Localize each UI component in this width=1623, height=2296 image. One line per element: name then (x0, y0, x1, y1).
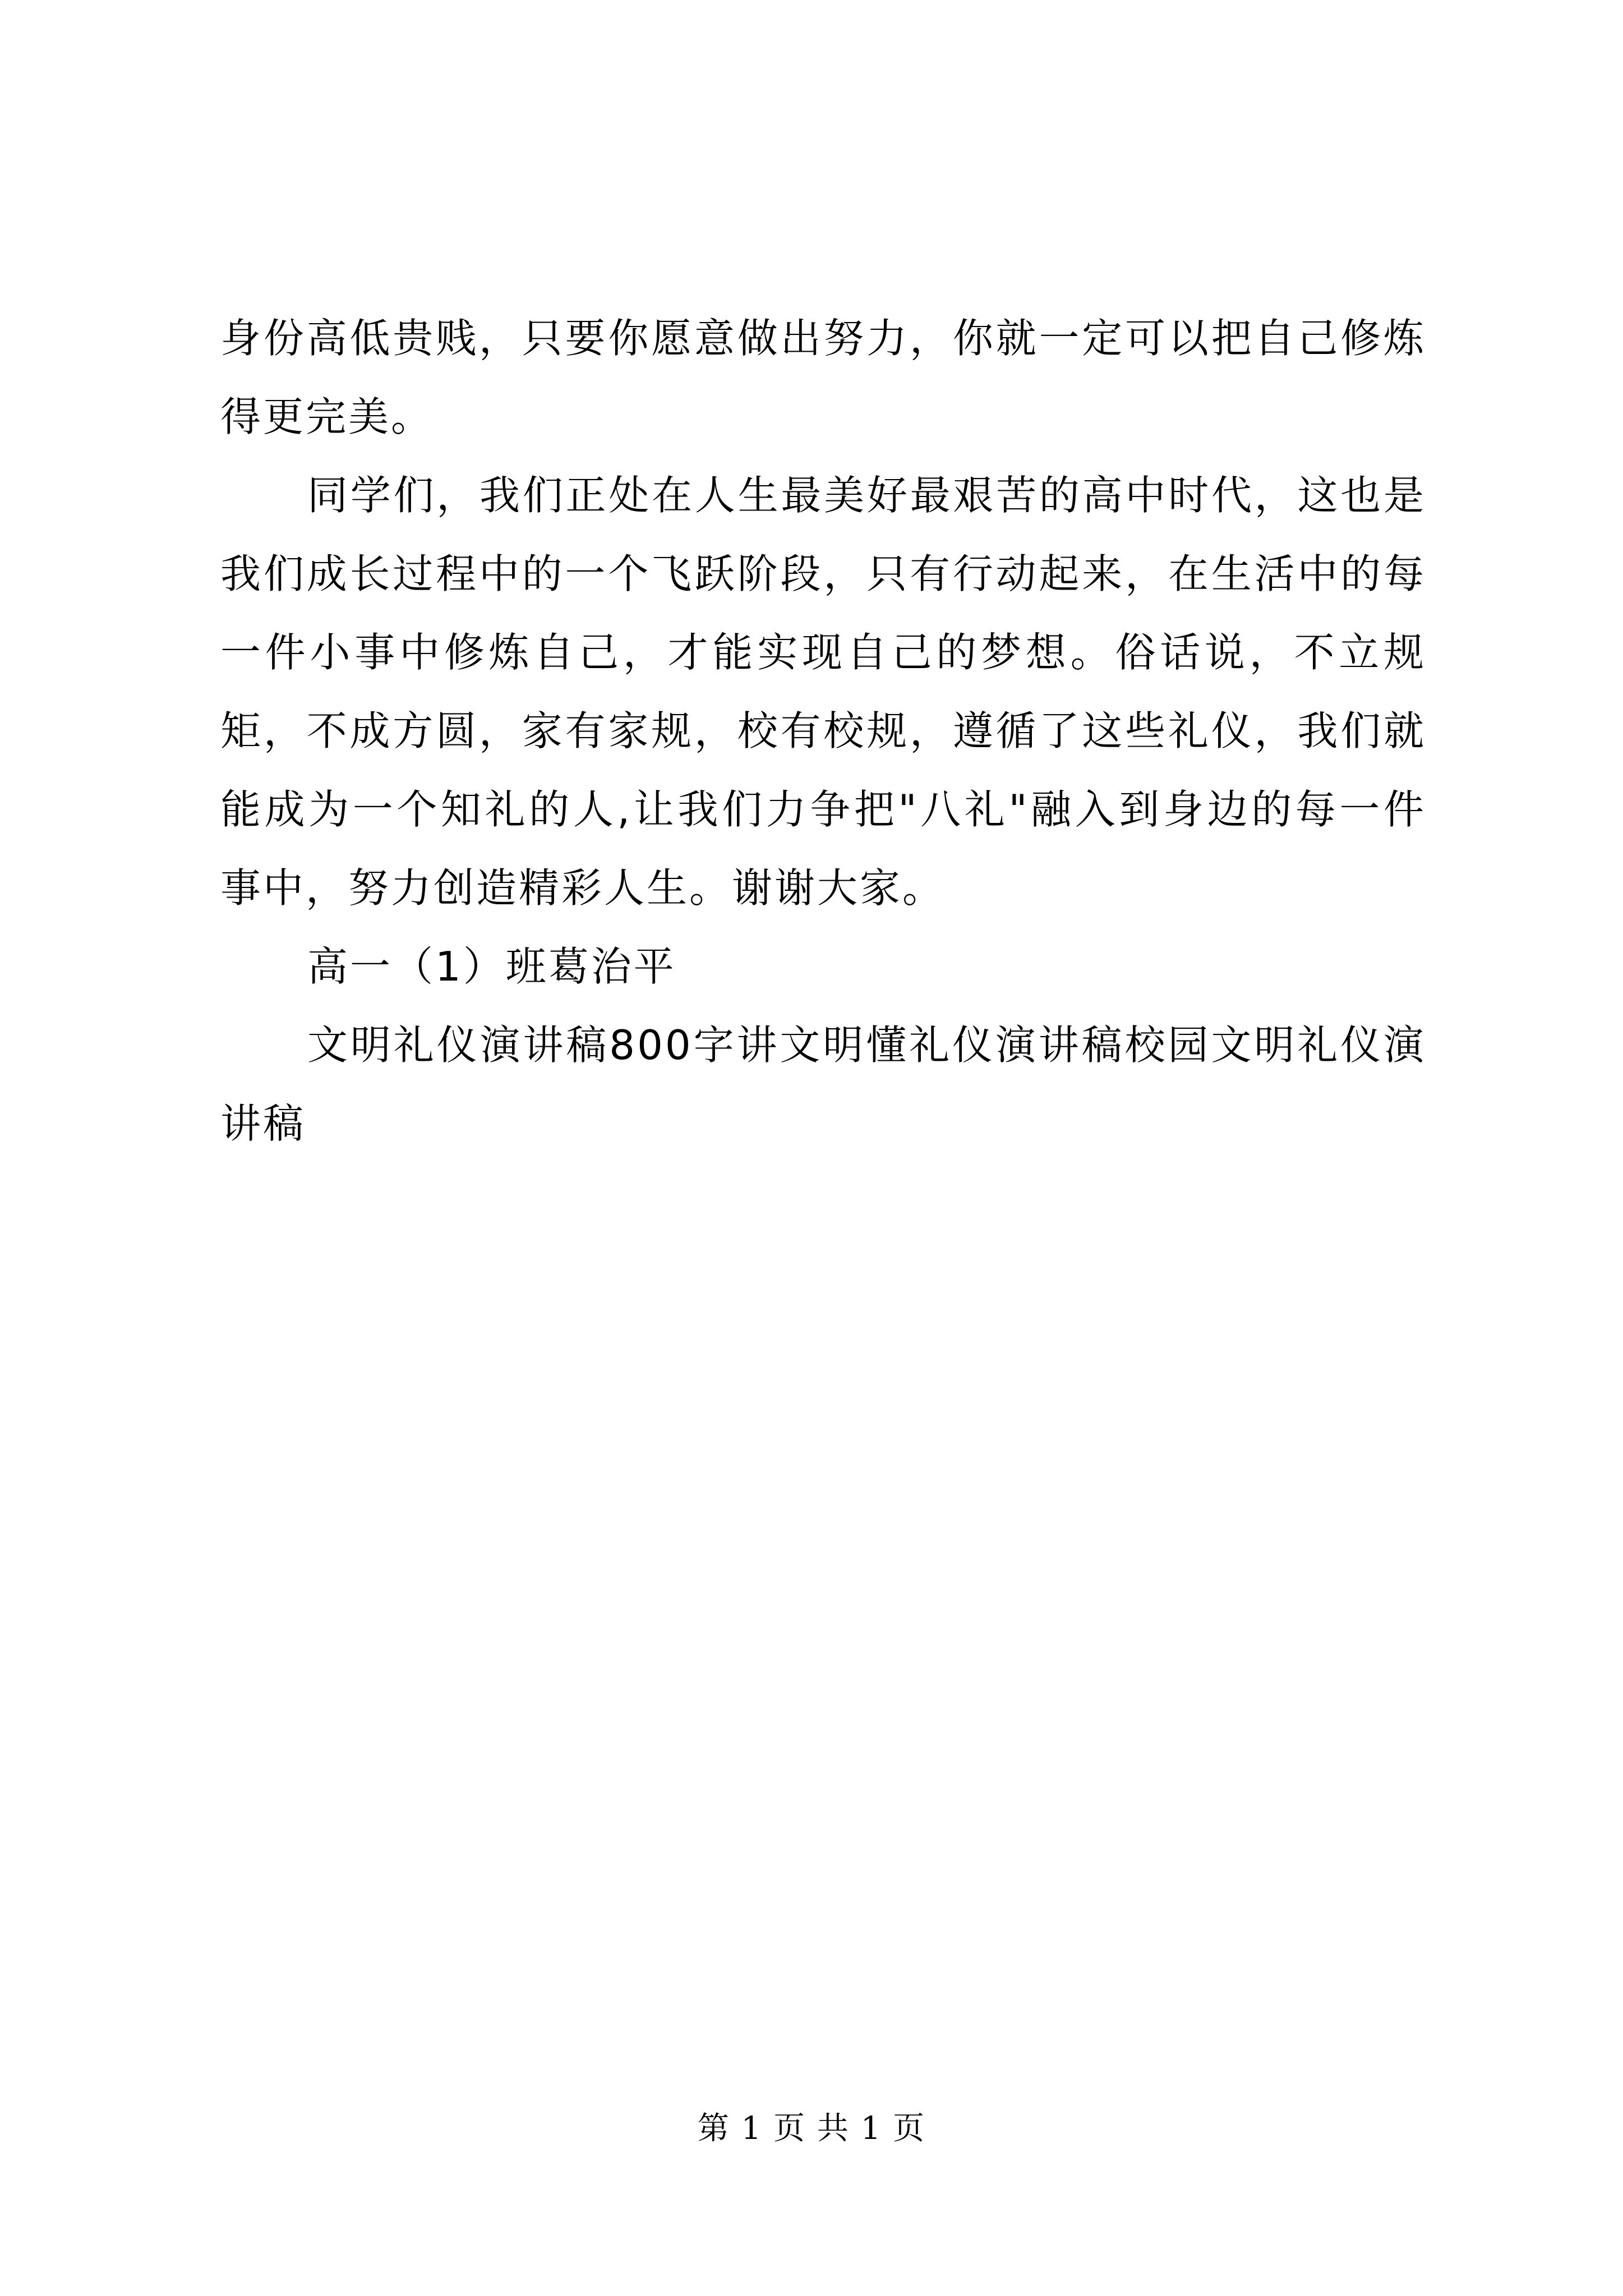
paragraph-main: 同学们，我们正处在人生最美好最艰苦的高中时代，这也是我们成长过程中的一个飞跃阶段，只有行动起来，在生活中的每一件小事中修炼自己，才能实现自己的梦想。俗话说，不立规矩，不成方圆，家有家规，校有校规，遵循了这些礼仪，我们就能成为一个知礼的人,让我们力争把"八礼"融入到身边的每一件事中，努力创造精彩人生。谢谢大家。 (220, 472, 1426, 912)
page-number-footer: 第 1 页 共 1 页 (697, 2110, 926, 2147)
related-titles: 文明礼仪演讲稿800字讲文明懂礼仪演讲稿校园文明礼仪演讲稿 (220, 1022, 1426, 1147)
document-body (220, 299, 1426, 1163)
author-line: 高一（1）班葛治平 (307, 943, 676, 990)
paragraph-continuation: 身份高低贵贱，只要你愿意做出努力，你就一定可以把自己修炼得更完美。 (220, 315, 1426, 440)
